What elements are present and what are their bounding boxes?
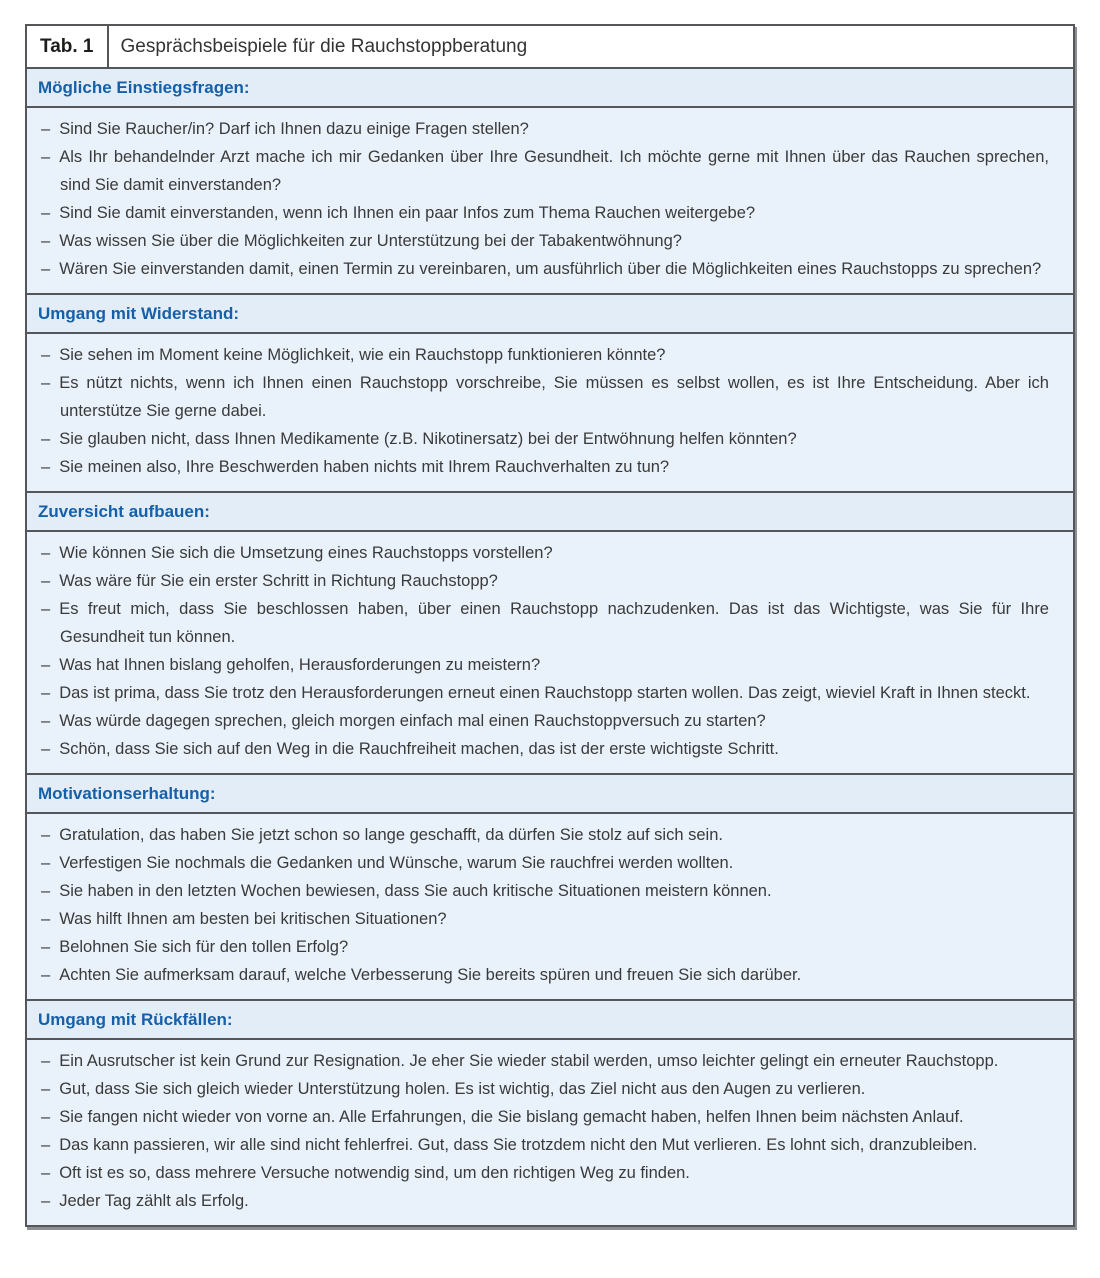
item-dash-glyph: – (41, 120, 51, 138)
item-dash-glyph: – (41, 854, 51, 872)
item-text: Das kann passieren, wir alle sind nicht fehlerfrei. Gut, dass Sie trotzdem nicht den Mut verlieren. Es lohnt sich, dranzubleiben. (59, 1136, 978, 1154)
section-heading: Mögliche Einstiegsfragen: (27, 69, 1073, 108)
item-text: Gut, dass Sie sich gleich wieder Unterstützung holen. Es ist wichtig, das Ziel nicht aus den Augen zu verlieren. (59, 1080, 866, 1098)
list-item (41, 115, 1049, 143)
table-tab1 (25, 24, 1075, 1227)
item-dash-glyph: – (41, 544, 51, 562)
item-text: Schön, dass Sie sich auf den Weg in die Rauchfreiheit machen, das ist der erste wichtigste Schritt. (59, 740, 779, 758)
sections (27, 69, 1073, 1225)
section-items (27, 108, 1073, 295)
item-text: Jeder Tag zählt als Erfolg. (59, 1192, 249, 1210)
item-dash-glyph: – (41, 260, 51, 278)
list-item (41, 539, 1049, 567)
item-dash-glyph: – (41, 374, 51, 392)
item-text: Gratulation, das haben Sie jetzt schon so lange geschafft, da dürfen Sie stolz auf sich sein. (59, 826, 723, 844)
item-dash-glyph: – (41, 910, 51, 928)
item-text: Oft ist es so, dass mehrere Versuche notwendig sind, um den richtigen Weg zu finden. (59, 1164, 690, 1182)
section-heading: Umgang mit Rückfällen: (27, 1001, 1073, 1040)
item-text: Was wissen Sie über die Möglichkeiten zur Unterstützung bei der Tabakentwöhnung? (59, 232, 682, 250)
item-text: Es nützt nichts, wenn ich Ihnen einen Rauchstopp vorschreibe, Sie müssen es selbst wollen, es ist Ihre Entscheidung. Aber ich unterstütze Sie gerne dabei. (59, 374, 1049, 420)
item-text: Wie können Sie sich die Umsetzung eines Rauchstopps vorstellen? (59, 544, 553, 562)
list-item (41, 1047, 1049, 1075)
table-label: Tab. 1 (27, 26, 109, 67)
item-dash-glyph: – (41, 656, 51, 674)
table-title: Gesprächsbeispiele für die Rauchstoppberatung (120, 36, 528, 57)
item-dash-glyph: – (41, 938, 51, 956)
list-item (41, 1103, 1049, 1131)
list-item (41, 1187, 1049, 1215)
item-text: Sie meinen also, Ihre Beschwerden haben nichts mit Ihrem Rauchverhalten zu tun? (59, 458, 670, 476)
item-text: Sie sehen im Moment keine Möglichkeit, wie ein Rauchstopp funktionieren könnte? (59, 346, 666, 364)
item-text: Verfestigen Sie nochmals die Gedanken und Wünsche, warum Sie rauchfrei werden wollten. (59, 854, 734, 872)
list-item (41, 453, 1049, 481)
list-item (41, 735, 1049, 763)
item-text: Achten Sie aufmerksam darauf, welche Verbesserung Sie bereits spüren und freuen Sie sich darüber. (59, 966, 802, 984)
section-heading: Umgang mit Widerstand: (27, 295, 1073, 334)
list-item (41, 1075, 1049, 1103)
item-dash-glyph: – (41, 740, 51, 758)
list-item (41, 961, 1049, 989)
item-text: Es freut mich, dass Sie beschlossen haben, über einen Rauchstopp nachzudenken. Das ist das Wichtigste, was Sie für Ihre Gesundheit tun können. (59, 600, 1049, 646)
list-item (41, 567, 1049, 595)
item-dash-glyph: – (41, 600, 51, 618)
item-dash-glyph: – (41, 458, 51, 476)
list-item (41, 227, 1049, 255)
item-text: Sie glauben nicht, dass Ihnen Medikamente (z.B. Nikotinersatz) bei der Entwöhnung helfen könnten? (59, 430, 797, 448)
section-items (27, 334, 1073, 493)
list-item (41, 877, 1049, 905)
item-dash-glyph: – (41, 966, 51, 984)
list-item (41, 679, 1049, 707)
list-item (41, 425, 1049, 453)
table-section (27, 69, 1073, 295)
item-dash-glyph: – (41, 1192, 51, 1210)
item-text: Was würde dagegen sprechen, gleich morgen einfach mal einen Rauchstoppversuch zu starten? (59, 712, 766, 730)
list-item (41, 595, 1049, 651)
item-dash-glyph: – (41, 1052, 51, 1070)
item-text: Sind Sie damit einverstanden, wenn ich Ihnen ein paar Infos zum Thema Rauchen weitergebe? (59, 204, 756, 222)
section-items (27, 1040, 1073, 1225)
item-text: Was wäre für Sie ein erster Schritt in Richtung Rauchstopp? (59, 572, 498, 590)
item-dash-glyph: – (41, 148, 51, 166)
list-item (41, 707, 1049, 735)
item-dash-glyph: – (41, 1108, 51, 1126)
section-heading: Zuversicht aufbauen: (27, 493, 1073, 532)
item-dash-glyph: – (41, 882, 51, 900)
list-item (41, 255, 1049, 283)
section-items (27, 814, 1073, 1001)
item-dash-glyph: – (41, 1080, 51, 1098)
table-section (27, 775, 1073, 1001)
list-item (41, 143, 1049, 199)
item-text: Sie fangen nicht wieder von vorne an. Alle Erfahrungen, die Sie bislang gemacht haben, helfen Ihnen beim nächsten Anlauf. (59, 1108, 964, 1126)
item-dash-glyph: – (41, 712, 51, 730)
item-text: Ein Ausrutscher ist kein Grund zur Resignation. Je eher Sie wieder stabil werden, umso leichter gelingt ein erneuter Rauchstopp. (59, 1052, 999, 1070)
section-items (27, 532, 1073, 775)
item-dash-glyph: – (41, 346, 51, 364)
list-item (41, 199, 1049, 227)
item-dash-glyph: – (41, 232, 51, 250)
list-item (41, 933, 1049, 961)
item-text: Was hilft Ihnen am besten bei kritischen Situationen? (59, 910, 447, 928)
item-text: Als Ihr behandelnder Arzt mache ich mir Gedanken über Ihre Gesundheit. Ich möchte gerne mit Ihnen über das Rauchen sprechen, sind Sie damit einverstanden? (59, 148, 1049, 194)
table-section (27, 295, 1073, 493)
item-dash-glyph: – (41, 826, 51, 844)
list-item (41, 849, 1049, 877)
list-item (41, 1159, 1049, 1187)
list-item (41, 821, 1049, 849)
item-text: Wären Sie einverstanden damit, einen Termin zu vereinbaren, um ausführlich über die Möglichkeiten eines Rauchstopps zu sprechen? (59, 260, 1042, 278)
list-item (41, 341, 1049, 369)
list-item (41, 369, 1049, 425)
item-text: Belohnen Sie sich für den tollen Erfolg? (59, 938, 349, 956)
list-item (41, 651, 1049, 679)
table-section (27, 1001, 1073, 1225)
list-item (41, 905, 1049, 933)
item-dash-glyph: – (41, 1164, 51, 1182)
item-dash-glyph: – (41, 1136, 51, 1154)
table-title-row (27, 26, 1073, 69)
item-text: Was hat Ihnen bislang geholfen, Herausforderungen zu meistern? (59, 656, 541, 674)
table-section (27, 493, 1073, 775)
section-heading: Motivationserhaltung: (27, 775, 1073, 814)
list-item (41, 1131, 1049, 1159)
item-dash-glyph: – (41, 572, 51, 590)
item-text: Sie haben in den letzten Wochen bewiesen, dass Sie auch kritische Situationen meistern können. (59, 882, 772, 900)
item-dash-glyph: – (41, 684, 51, 702)
item-dash-glyph: – (41, 204, 51, 222)
item-text: Das ist prima, dass Sie trotz den Herausforderungen erneut einen Rauchstopp starten wollen. Das zeigt, wieviel Kraft in Ihnen steckt. (59, 684, 1031, 702)
item-text: Sind Sie Raucher/in? Darf ich Ihnen dazu einige Fragen stellen? (59, 120, 529, 138)
item-dash-glyph: – (41, 430, 51, 448)
